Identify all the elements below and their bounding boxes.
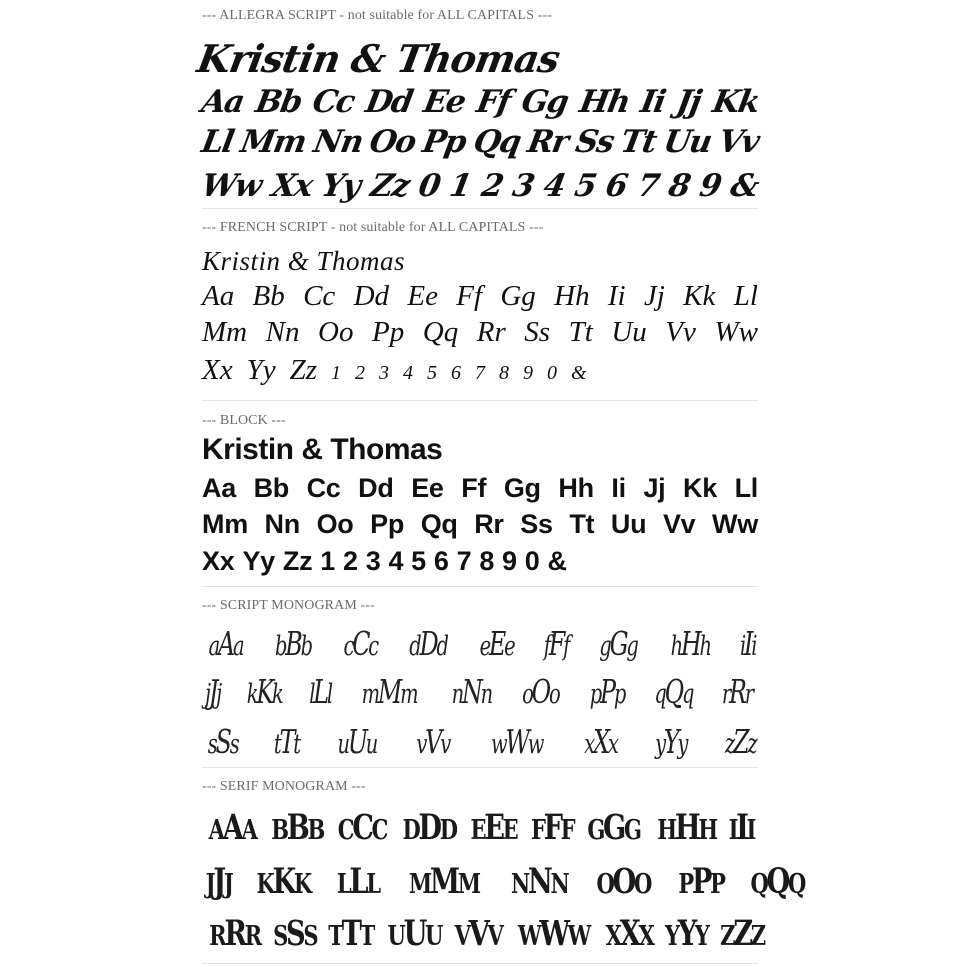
section-title-script-monogram: --- SCRIPT MONOGRAM ---: [202, 598, 375, 613]
glyph-sample: Tt: [568, 316, 593, 348]
glyph-sample: Ee: [407, 280, 438, 312]
monogram-sample: MMM: [408, 861, 479, 902]
glyph-sample: Jj: [643, 473, 666, 503]
monogram-sample: gGg: [599, 624, 637, 663]
monogram-sample: ZZZ: [719, 913, 764, 954]
french-row-1: [202, 280, 758, 313]
glyph-sample: 9: [523, 362, 534, 384]
glyph-sample: 3: [365, 546, 381, 576]
section-title-serif-monogram: --- SERIF MONOGRAM ---: [202, 779, 366, 794]
glyph-sample: &: [547, 546, 567, 576]
glyph-sample: Aa: [202, 473, 236, 503]
glyph-sample: Mm: [237, 124, 309, 160]
glyph-sample: Oo: [316, 509, 354, 539]
glyph-sample: 9: [502, 546, 517, 576]
monogram-sample: III: [728, 807, 755, 848]
monogram-sample: VVV: [454, 913, 502, 954]
glyph-sample: Ii: [638, 84, 668, 120]
monogram-sample: lLl: [308, 672, 331, 711]
glyph-sample: Yy: [246, 354, 276, 386]
glyph-sample: Jj: [673, 84, 704, 120]
monogram-sample: bBb: [274, 624, 311, 663]
glyph-sample: 5: [411, 546, 426, 576]
glyph-sample: Hh: [576, 84, 632, 120]
script-monogram-row-1: [202, 624, 758, 663]
monogram-sample: yYy: [655, 722, 687, 761]
script-monogram-section: [202, 598, 758, 768]
glyph-sample: Zz: [367, 168, 412, 204]
section-divider: [202, 208, 758, 209]
monogram-sample: EEE: [470, 807, 517, 848]
glyph-sample: 6: [603, 168, 630, 204]
monogram-sample: SSS: [273, 913, 317, 954]
monogram-sample: TTT: [328, 913, 374, 954]
glyph-sample: 9: [697, 168, 724, 204]
monogram-sample: JJJ: [205, 861, 232, 902]
glyph-sample: 3: [379, 362, 390, 384]
glyph-sample: Xx: [268, 168, 315, 204]
glyph-sample: Rr: [474, 509, 504, 539]
glyph-sample: Bb: [252, 84, 304, 120]
glyph-sample: Kk: [709, 84, 762, 120]
monogram-sample: LLL: [337, 861, 380, 902]
glyph-sample: Ll: [734, 473, 758, 503]
glyph-sample: Ss: [520, 509, 553, 539]
glyph-sample: Cc: [306, 473, 341, 503]
glyph-sample: 5: [572, 168, 599, 204]
glyph-sample: 7: [456, 546, 472, 576]
glyph-sample: Qq: [470, 124, 523, 160]
serif-monogram-section: [202, 779, 805, 965]
glyph-sample: Zz: [282, 546, 313, 576]
glyph-sample: 2: [478, 168, 505, 204]
monogram-sample: zZz: [724, 722, 755, 761]
glyph-sample: Zz: [289, 354, 318, 386]
glyph-sample: Nn: [310, 124, 365, 160]
monogram-sample: oOo: [522, 672, 559, 711]
glyph-sample: Kk: [683, 280, 716, 312]
monogram-sample: QQQ: [751, 861, 805, 902]
glyph-sample: Ll: [198, 124, 236, 160]
monogram-sample: jJj: [204, 672, 221, 711]
glyph-sample: Ff: [461, 473, 487, 503]
font-options-sheet: [194, 0, 805, 967]
glyph-sample: Dd: [363, 84, 415, 120]
glyph-sample: Hh: [558, 473, 594, 503]
glyph-sample: Jj: [643, 280, 665, 312]
block-section: [202, 413, 758, 586]
script-monogram-row-3: [202, 722, 758, 761]
monogram-sample: HHH: [657, 807, 716, 848]
monogram-sample: CCC: [338, 807, 387, 848]
glyph-sample: Ww: [712, 509, 758, 539]
glyph-sample: Qq: [420, 509, 458, 539]
glyph-sample: Ee: [411, 473, 444, 503]
glyph-sample: Qq: [422, 316, 459, 348]
glyph-sample: Pp: [370, 509, 405, 539]
monogram-sample: KKK: [256, 861, 310, 902]
glyph-sample: 2: [355, 362, 366, 384]
glyph-sample: Uu: [611, 316, 647, 348]
monogram-sample: BBB: [270, 807, 323, 848]
glyph-sample: Hh: [554, 280, 590, 312]
allegra-script-section: [194, 8, 762, 208]
monogram-sample: pPp: [589, 672, 624, 711]
glyph-sample: 6: [433, 546, 449, 576]
glyph-sample: Rr: [524, 124, 571, 160]
monogram-sample: RRR: [209, 913, 260, 954]
glyph-sample: 1: [331, 362, 342, 384]
serif-monogram-row-2: [202, 861, 805, 902]
monogram-sample: vVv: [416, 722, 449, 761]
monogram-sample: YYY: [665, 913, 708, 954]
serif-monogram-row-1: [202, 807, 758, 848]
block-row-3: [202, 546, 758, 577]
monogram-sample: tTt: [274, 722, 300, 761]
french-row-3: [202, 354, 758, 387]
section-divider: [202, 586, 758, 587]
monogram-sample: cCc: [343, 624, 377, 663]
section-title-allegra: --- ALLEGRA SCRIPT - not suitable for ALL CAPITALS ---: [202, 8, 552, 23]
monogram-sample: sSs: [207, 722, 238, 761]
glyph-sample: Dd: [358, 473, 394, 503]
glyph-sample: Gg: [503, 473, 541, 503]
glyph-sample: 5: [427, 362, 438, 384]
monogram-sample: wWw: [490, 722, 543, 761]
monogram-sample: dDd: [409, 624, 448, 663]
monogram-sample: FFF: [530, 807, 573, 848]
glyph-sample: Ee: [421, 84, 468, 120]
monogram-sample: OOO: [596, 861, 650, 902]
monogram-sample: WWW: [518, 913, 590, 954]
monogram-sample: fFf: [544, 624, 569, 663]
block-row-1: [202, 473, 758, 504]
monogram-sample: iIi: [739, 624, 755, 663]
glyph-sample: Gg: [518, 84, 571, 120]
glyph-sample: 8: [665, 168, 693, 204]
glyph-sample: Mm: [202, 316, 248, 348]
monogram-sample: nNn: [451, 672, 492, 711]
section-divider: [202, 963, 758, 964]
glyph-sample: Vv: [662, 509, 696, 539]
section-title-french: --- FRENCH SCRIPT - not suitable for ALL CAPITALS ---: [202, 220, 544, 235]
glyph-sample: Ii: [607, 280, 626, 312]
glyph-sample: Ff: [456, 280, 483, 312]
monogram-sample: NNN: [510, 861, 568, 902]
glyph-sample: Xx: [202, 546, 235, 576]
glyph-sample: Yy: [242, 546, 275, 576]
glyph-sample: &: [728, 168, 762, 204]
glyph-sample: Ww: [714, 316, 758, 348]
glyph-sample: 7: [634, 168, 661, 204]
glyph-sample: 4: [388, 546, 404, 576]
glyph-sample: Tt: [569, 509, 595, 539]
glyph-sample: Xx: [202, 354, 233, 386]
glyph-sample: 0: [524, 546, 540, 576]
glyph-sample: Tt: [617, 124, 659, 160]
glyph-sample: Kk: [683, 473, 717, 503]
monogram-sample: aAa: [208, 624, 243, 663]
glyph-sample: Uu: [610, 509, 647, 539]
glyph-sample: 8: [499, 362, 510, 384]
monogram-sample: qQq: [654, 672, 693, 711]
glyph-sample: Oo: [318, 316, 354, 348]
glyph-sample: Ss: [524, 316, 551, 348]
glyph-sample: Ww: [198, 168, 264, 204]
french-sample-name: Kristin & Thomas: [202, 246, 406, 276]
section-title-block: --- BLOCK ---: [202, 413, 286, 428]
monogram-sample: DDD: [402, 807, 456, 848]
allegra-row-3: [198, 168, 762, 204]
glyph-sample: Nn: [265, 316, 300, 348]
glyph-sample: Pp: [372, 316, 405, 348]
glyph-sample: Oo: [366, 124, 418, 160]
glyph-sample: Vv: [665, 316, 696, 348]
glyph-sample: 8: [479, 546, 495, 576]
glyph-sample: 0: [547, 362, 558, 384]
glyph-sample: Cc: [303, 280, 336, 312]
glyph-sample: Dd: [353, 280, 390, 312]
glyph-sample: Vv: [715, 124, 762, 160]
monogram-sample: kKk: [246, 672, 282, 711]
glyph-sample: Gg: [500, 280, 536, 312]
glyph-sample: 7: [475, 362, 486, 384]
glyph-sample: Yy: [319, 168, 363, 204]
glyph-sample: 4: [540, 168, 568, 204]
glyph-sample: Ss: [572, 124, 616, 160]
french-row-2: [202, 316, 758, 349]
serif-monogram-row-3: [202, 913, 764, 954]
monogram-sample: AAA: [208, 807, 256, 848]
allegra-row-2: [198, 124, 762, 160]
french-script-section: [202, 220, 758, 400]
glyph-sample: Bb: [253, 473, 289, 503]
section-divider: [202, 767, 758, 768]
monogram-sample: hHh: [670, 624, 711, 663]
monogram-sample: eEe: [479, 624, 514, 663]
glyph-sample: &: [571, 362, 587, 384]
glyph-sample: Ii: [611, 473, 626, 503]
glyph-sample: Ff: [474, 84, 513, 120]
block-row-2: [202, 509, 758, 540]
glyph-sample: 4: [403, 362, 414, 384]
monogram-sample: uUu: [337, 722, 377, 761]
monogram-sample: rRr: [722, 672, 753, 711]
block-sample-name: Kristin & Thomas: [202, 433, 443, 466]
glyph-sample: Nn: [264, 509, 300, 539]
glyph-sample: Cc: [309, 84, 357, 120]
glyph-sample: Uu: [660, 124, 714, 160]
monogram-sample: XXX: [605, 913, 653, 954]
monogram-sample: xXx: [584, 722, 617, 761]
monogram-sample: UUU: [387, 913, 441, 954]
allegra-sample-name: Kristin & Thomas: [194, 36, 563, 81]
glyph-sample: Pp: [420, 124, 469, 160]
monogram-sample: PPP: [677, 861, 724, 902]
glyph-sample: 3: [509, 168, 537, 204]
section-divider: [202, 400, 758, 401]
glyph-sample: 6: [451, 362, 462, 384]
monogram-sample: GGG: [587, 807, 640, 848]
monogram-sample: mMm: [362, 672, 417, 711]
glyph-sample: Mm: [202, 509, 248, 539]
glyph-sample: 0: [415, 168, 443, 204]
glyph-sample: Aa: [202, 280, 235, 312]
glyph-sample: Aa: [198, 84, 247, 120]
script-monogram-row-2: [202, 672, 758, 711]
glyph-sample: 1: [447, 168, 474, 204]
allegra-row-1: [198, 84, 762, 120]
glyph-sample: 2: [343, 546, 358, 576]
glyph-sample: Bb: [252, 280, 285, 312]
glyph-sample: Rr: [476, 316, 506, 348]
glyph-sample: Ll: [733, 280, 758, 312]
glyph-sample: 1: [320, 546, 335, 576]
